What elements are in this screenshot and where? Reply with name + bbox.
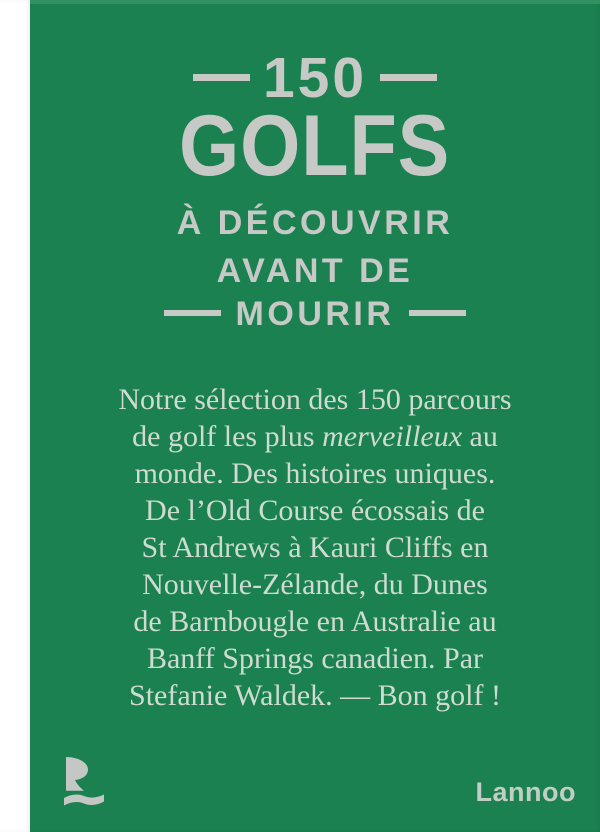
- title-main-text: GOLFS: [179, 98, 451, 194]
- lannoo-l-logo-icon: [62, 757, 106, 807]
- intro-line-2-pre: de golf les plus: [132, 420, 323, 453]
- intro-line-3: monde. Des histoires uniques.: [134, 457, 496, 490]
- intro-line-2: [30, 418, 600, 455]
- intro-line-2-post: au: [462, 420, 498, 453]
- subtitle-line-1: À DÉCOUVRIR: [176, 204, 454, 242]
- title-dash-right: [380, 74, 437, 81]
- lannoo-wordmark: Lannoo: [475, 777, 576, 807]
- subtitle-line-3-row: [30, 297, 600, 331]
- intro-line-1: Notre sélection des 150 parcours: [118, 383, 512, 416]
- intro-line-6: Nouvelle-Zélande, du Dunes: [142, 568, 488, 601]
- subtitle-line-3: MOURIR: [235, 295, 395, 333]
- intro-line-9: Stefanie Waldek. — Bon golf !: [129, 679, 501, 712]
- intro-line-4: De l’Old Course écossais de: [145, 494, 485, 527]
- title-dash-left: [193, 74, 250, 81]
- title-number: 150: [262, 46, 368, 110]
- subtitle-line-2: AVANT DE: [216, 252, 414, 290]
- intro-paragraph: [30, 381, 600, 714]
- intro-line-7: de Barnbougle en Australie au: [133, 605, 497, 638]
- subtitle-dash-right: [409, 310, 466, 316]
- intro-line-5: St Andrews à Kauri Cliffs en: [141, 531, 489, 564]
- title-main: [30, 98, 600, 194]
- spine-white-strip: [0, 0, 30, 832]
- cover-top-edge: [30, 0, 600, 4]
- subtitle-dash-left: [164, 310, 221, 316]
- intro-line-2-italic: merveilleux: [322, 420, 463, 453]
- cover-front: [30, 0, 600, 832]
- intro-line-8: Banff Springs canadien. Par: [146, 642, 484, 675]
